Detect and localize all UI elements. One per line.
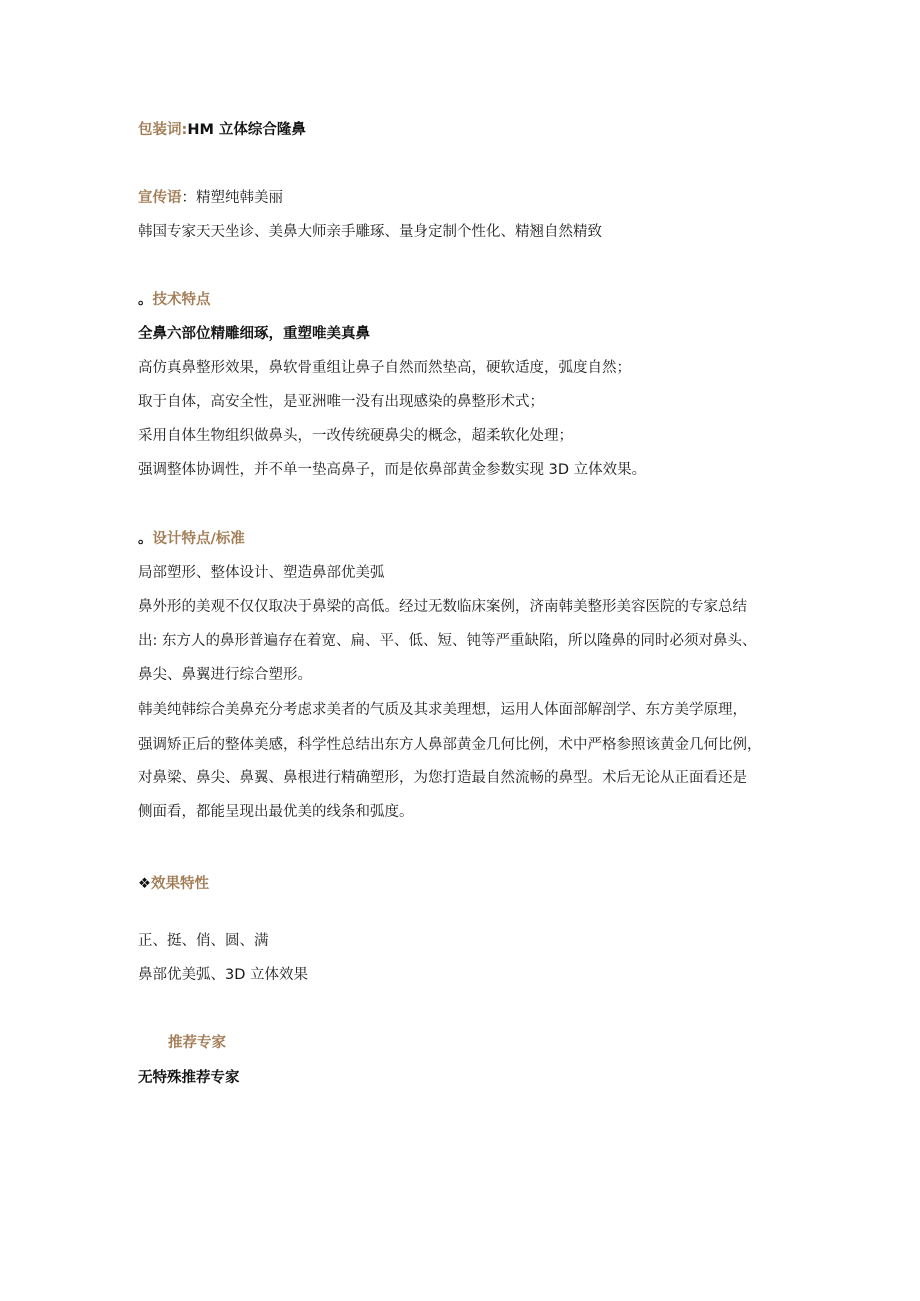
design-bullet: 。 — [138, 531, 153, 547]
design-line: 鼻尖、鼻翼进行综合塑形。 — [138, 667, 312, 683]
slogan-line-2: 韩国专家天天坐诊、美鼻大师亲手雕琢、量身定制个性化、精翘自然精致 — [138, 224, 602, 240]
slogan-label: 宣传语 — [138, 190, 182, 206]
tech-bullet: 。 — [138, 292, 153, 308]
tech-heading: 技术特点 — [152, 292, 211, 308]
design-line: 对鼻梁、鼻尖、鼻翼、鼻根进行精确塑形，为您打造最自然流畅的鼻型。术后无论从正面看还是 — [138, 770, 747, 786]
packaging-label: 包装词: — [138, 122, 188, 138]
slogan-value: 精塑纯韩美丽 — [196, 190, 283, 206]
slogan-separator: ： — [181, 190, 196, 206]
tech-item: 强调整体协调性，并不单一垫高鼻子，而是依鼻部黄金参数实现 3D 立体效果。 — [138, 462, 647, 478]
packaging-line — [138, 120, 306, 140]
tech-item: 取于自体，高安全性，是亚洲唯一没有出现感染的鼻整形术式； — [138, 394, 544, 410]
slogan-line — [138, 188, 283, 208]
design-line: 韩美纯韩综合美鼻充分考虑求美者的气质及其求美理想，运用人体面部解剖学、东方美学原理， — [138, 702, 747, 718]
design-line: 出: 东方人的鼻形普遍存在着宽、扁、平、低、短、钝等严重缺陷，所以隆鼻的同时必须对鼻头、 — [138, 633, 757, 649]
tech-subhead: 全鼻六部位精雕细琢，重塑唯美真鼻 — [138, 326, 370, 342]
design-heading-line — [138, 529, 245, 549]
design-heading: 设计特点/标准 — [152, 531, 245, 547]
design-line: 强调矫正后的整体美感，科学性总结出东方人鼻部黄金几何比例，术中严格参照该黄金几何比例， — [138, 737, 762, 753]
experts-heading: 推荐专家 — [168, 1035, 226, 1051]
design-line: 侧面看，都能呈现出最优美的线条和弧度。 — [138, 804, 414, 820]
packaging-value: HM 立体综合隆鼻 — [187, 122, 306, 138]
effect-line: 鼻部优美弧、3D 立体效果 — [138, 967, 308, 983]
tech-heading-line — [138, 290, 211, 310]
effect-line: 正、挺、俏、圆、满 — [138, 933, 269, 949]
design-line: 鼻外形的美观不仅仅取决于鼻梁的高低。经过无数临床案例，济南韩美整形美容医院的专家总结 — [138, 599, 747, 615]
tech-item: 采用自体生物组织做鼻头，一改传统硬鼻尖的概念，超柔软化处理； — [138, 428, 573, 444]
effect-heading: 效果特性 — [151, 876, 209, 892]
effect-heading-line — [138, 874, 209, 894]
tech-item: 高仿真鼻整形效果，鼻软骨重组让鼻子自然而然垫高，硬软适度，弧度自然； — [138, 360, 631, 376]
experts-value: 无特殊推荐专家 — [138, 1070, 240, 1086]
design-line: 局部塑形、整体设计、塑造鼻部优美弧 — [138, 565, 385, 581]
effect-bullet: ❖ — [138, 876, 151, 892]
